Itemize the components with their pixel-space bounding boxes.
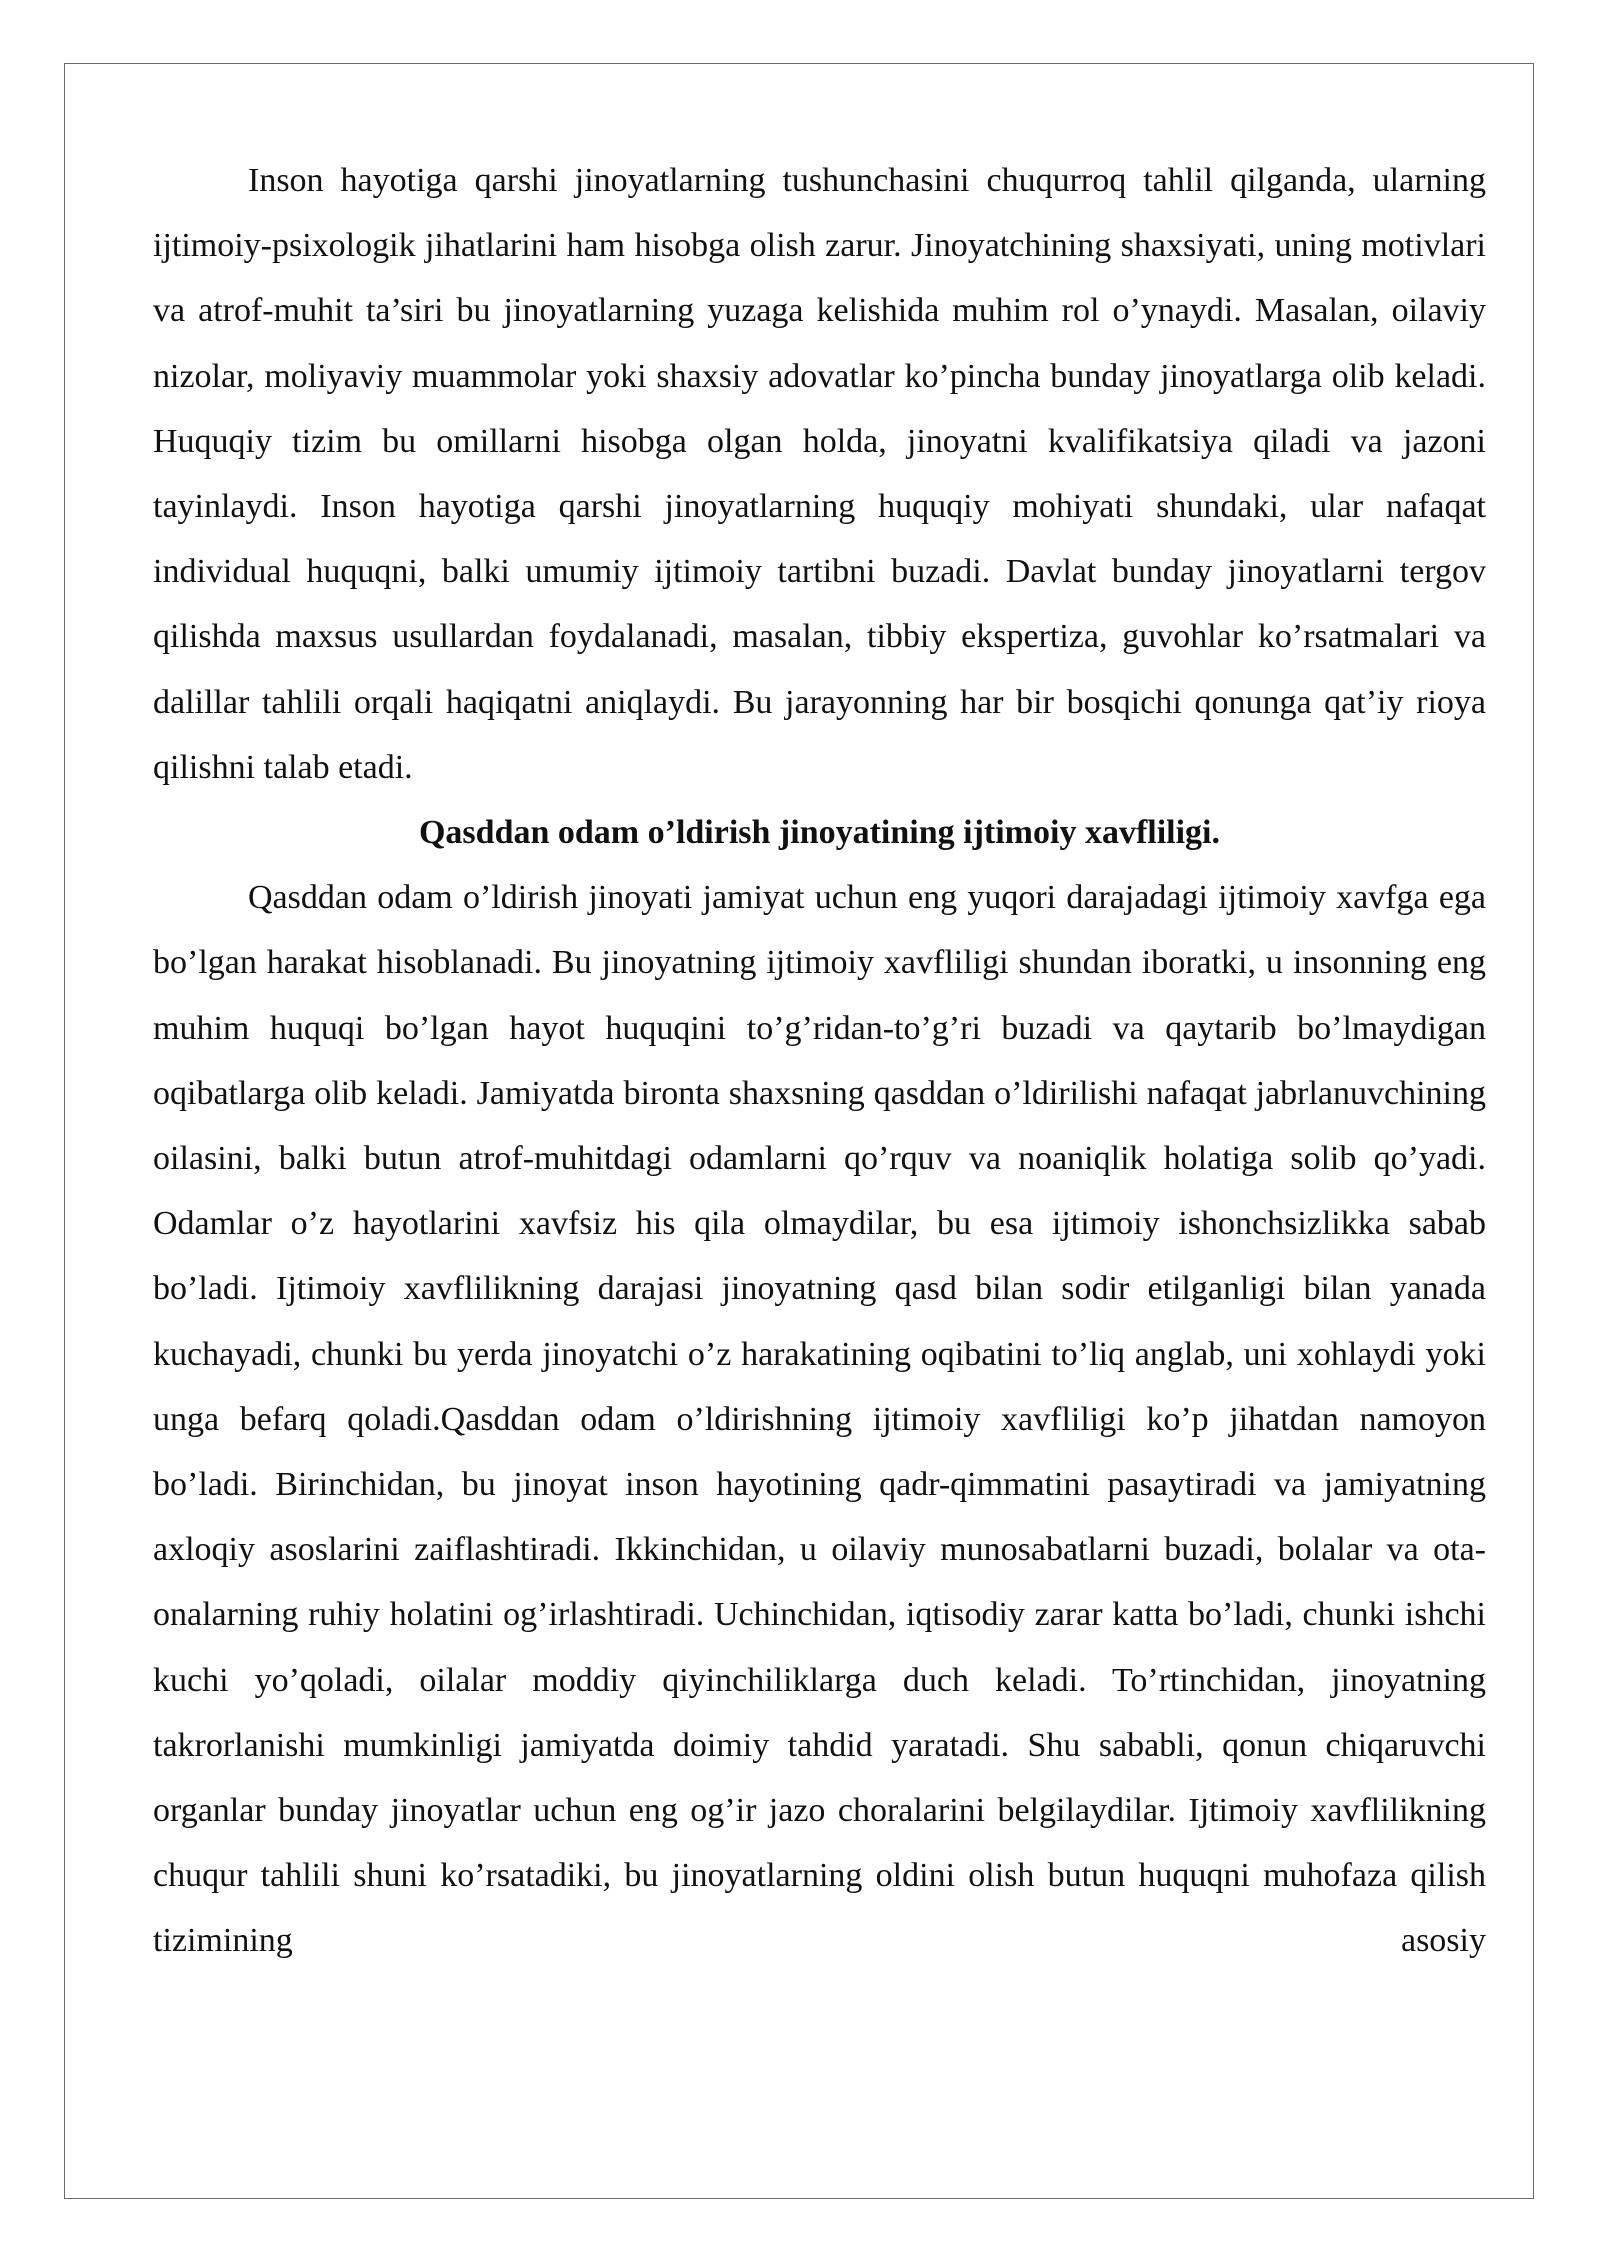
section-heading: Qasddan odam o’ldirish jinoyatining ijtimoiy xavfliligi. bbox=[418, 814, 1220, 852]
document-body bbox=[153, 148, 1486, 1974]
paragraph: Qasddan odam o’ldirish jinoyati jamiyat uchun eng yuqori darajadagi ijtimoiy xavfga ega bo’lgan harakat hisoblanadi. Bu jinoyatning ijtimoiy xavfliligi shundan iboratki, u insonning eng muhim huquqi bo’lgan hayot huquqini to’g’ridan-to’g’ri buzadi va qaytarib bo’lmaydigan oqibatlarga olib keladi. Jamiyatda bironta shaxsning qasddan o’ldirilishi nafaqat jabrlanuvchining oilasini, balki butun atrof-muhitdagi odamlarni qo’rquv va noaniqlik holatiga solib qo’yadi. Odamlar o’z hayotlarini xavfsiz his qila olmaydilar, bu esa ijtimoiy ishonchsizlikka sabab bo’ladi. Ijtimoiy xavflilikning darajasi jinoyatning qasd bilan sodir etilganligi bilan yanada kuchayadi, chunki bu yerda jinoyatchi o’z harakatining oqibatini to’liq anglab, uni xohlaydi yoki unga befarq qoladi.Qasddan odam o’ldirishning ijtimoiy xavfliligi ko’p jihatdan namoyon bo’ladi. Birinchidan, bu jinoyat inson hayotining qadr-qimmatini pasaytiradi va jamiyatning axloqiy asoslarini zaiflashtiradi. Ikkinchidan, u oilaviy munosabatlarni buzadi, bolalar va ota-onalarning ruhiy holatini og’irlashtiradi. Uchinchidan, iqtisodiy zarar katta bo’ladi, chunki ishchi kuchi yo’qoladi, oilalar moddiy qiyinchiliklarga duch keladi. To’rtinchidan, jinoyatning takrorlanishi mumkinligi jamiyatda doimiy tahdid yaratadi. Shu sababli, qonun chiqaruvchi organlar bunday jinoyatlar uchun eng og’ir jazo choralarini belgilaydilar. Ijtimoiy xavflilikning chuqur tahlili shuni ko’rsatadiki, bu jinoyatlarning oldini olish butun huquqni muhofaza qilish tizimining asosiy bbox=[153, 879, 1486, 1960]
paragraph: Inson hayotiga qarshi jinoyatlarning tushunchasini chuqurroq tahlil qilganda, ularning ijtimoiy-psixologik jihatlarini ham hisobga olish zarur. Jinoyatchining shaxsiyati, uning motivlari va atrof-muhit ta’siri bu jinoyatlarning yuzaga kelishida muhim rol o’ynaydi. Masalan, oilaviy nizolar, moliyaviy muammolar yoki shaxsiy adovatlar ko’pincha bunday jinoyatlarga olib keladi. Huquqiy tizim bu omillarni hisobga olgan holda, jinoyatni kvalifikatsiya qiladi va jazoni tayinlaydi. Inson hayotiga qarshi jinoyatlarning huquqiy mohiyati shundaki, ular nafaqat individual huquqni, balki umumiy ijtimoiy tartibni buzadi. Davlat bunday jinoyatlarni tergov qilishda maxsus usullardan foydalanadi, masalan, tibbiy ekspertiza, guvohlar ko’rsatmalari va dalillar tahlili orqali haqiqatni aniqlaydi. Bu jarayonning har bir bosqichi qonunga qat’iy rioya qilishni talab etadi. bbox=[153, 162, 1486, 786]
